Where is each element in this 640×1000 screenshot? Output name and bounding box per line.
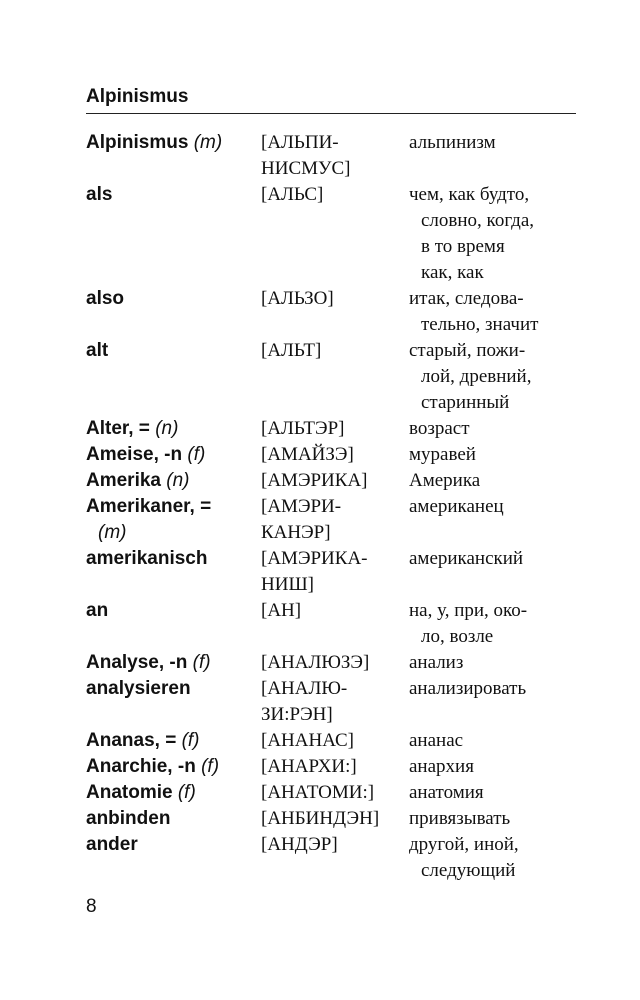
translation-line: словно, когда,: [421, 210, 535, 231]
pronunciation-line: [АНБИНДЭН]: [261, 808, 380, 829]
translation-line: на, у, при, око-: [409, 600, 528, 621]
headword: Alpinismus: [86, 132, 189, 153]
headword: also: [86, 288, 125, 309]
headword: Ameise, -n: [86, 444, 183, 465]
headword: Alter, =: [86, 418, 150, 439]
translation: [409, 728, 586, 754]
headword-cell: [86, 780, 261, 806]
grammar-tag: (f): [192, 652, 211, 673]
translation-line: Америка: [409, 470, 481, 491]
headword-cell: [86, 832, 261, 858]
headword: Analyse, -n: [86, 652, 188, 673]
headword: analysieren: [86, 678, 191, 699]
translation-line: муравей: [409, 444, 476, 465]
translation: [409, 598, 586, 650]
headword-cell: [86, 676, 261, 702]
translation-line: итак, следова-: [409, 288, 524, 309]
dictionary-entry: [86, 130, 586, 182]
headword-cell: [86, 130, 261, 156]
dictionary-entry: [86, 650, 586, 676]
translation: [409, 182, 586, 286]
headword-cell: [86, 650, 261, 676]
pronunciation-line: НИСМУС]: [261, 158, 351, 179]
headword: ander: [86, 834, 138, 855]
headword-cell: [86, 182, 261, 208]
dictionary-entry: [86, 806, 586, 832]
headword: anbinden: [86, 808, 171, 829]
translation: [409, 754, 586, 780]
pronunciation: [261, 130, 409, 182]
pronunciation: [261, 494, 409, 546]
pronunciation: [261, 338, 409, 364]
pronunciation-line: [АЛЬТЭР]: [261, 418, 345, 439]
pronunciation-line: [АНАЛЮЗЭ]: [261, 652, 370, 673]
dictionary-entry: [86, 546, 586, 598]
pronunciation-line: НИШ]: [261, 574, 314, 595]
pronunciation-line: [АЛЬЗО]: [261, 288, 334, 309]
grammar-tag: (f): [201, 756, 220, 777]
pronunciation: [261, 416, 409, 442]
translation-line: тельно, значит: [421, 314, 539, 335]
dictionary-entry: [86, 468, 586, 494]
dictionary-entry: [86, 416, 586, 442]
header-title: Alpinismus: [86, 86, 189, 107]
pronunciation: [261, 728, 409, 754]
headword: Amerika: [86, 470, 161, 491]
pronunciation-line: [АЛЬТ]: [261, 340, 322, 361]
pronunciation-line: [АМЭРИКА]: [261, 470, 368, 491]
headword: Ananas, =: [86, 730, 177, 751]
dictionary-entry: [86, 442, 586, 468]
headword-cell: [86, 286, 261, 312]
grammar-tag: (n): [166, 470, 190, 491]
translation-line: лой, древний,: [421, 366, 532, 387]
headword-cell: [86, 598, 261, 624]
translation: [409, 286, 586, 338]
page-number: 8: [86, 896, 97, 917]
pronunciation-line: [АЛЬПИ-: [261, 132, 339, 153]
pronunciation: [261, 676, 409, 728]
translation: [409, 442, 586, 468]
pronunciation: [261, 182, 409, 208]
translation: [409, 806, 586, 832]
dictionary-entry: [86, 780, 586, 806]
grammar-tag: (m): [98, 522, 127, 543]
translation-line: анализ: [409, 652, 464, 673]
headword: amerikanisch: [86, 548, 208, 569]
headword: als: [86, 184, 113, 205]
pronunciation-line: ЗИ:РЭН]: [261, 704, 333, 725]
translation-line: альпинизм: [409, 132, 496, 153]
headword-cell: [86, 546, 261, 572]
pronunciation-line: [АМЭРИ-: [261, 496, 342, 517]
dictionary-entry: [86, 754, 586, 780]
translation-line: ананас: [409, 730, 464, 751]
grammar-tag: (n): [155, 418, 179, 439]
headword-cell: [86, 806, 261, 832]
pronunciation: [261, 286, 409, 312]
dictionary-entry: [86, 832, 586, 884]
pronunciation-line: [АН]: [261, 600, 302, 621]
grammar-tag: (f): [181, 730, 200, 751]
translation: [409, 416, 586, 442]
pronunciation-line: [АМАЙЗЭ]: [261, 444, 354, 465]
translation-line: анатомия: [409, 782, 484, 803]
pronunciation: [261, 598, 409, 624]
pronunciation-line: [АЛЬС]: [261, 184, 324, 205]
pronunciation-line: [АНАЛЮ-: [261, 678, 348, 699]
translation: [409, 494, 586, 520]
translation: [409, 676, 586, 702]
translation-line: ло, возле: [421, 626, 494, 647]
headword: an: [86, 600, 109, 621]
translation-line: следующий: [421, 860, 516, 881]
dictionary-entry: [86, 598, 586, 650]
headword: Anatomie: [86, 782, 173, 803]
running-header: [86, 86, 576, 114]
translation: [409, 338, 586, 416]
pronunciation-line: [АМЭРИКА-: [261, 548, 368, 569]
translation: [409, 832, 586, 884]
translation-line: анализировать: [409, 678, 527, 699]
headword: Amerikaner, =: [86, 496, 212, 517]
pronunciation-line: [АНДЭР]: [261, 834, 338, 855]
translation-line: старый, пожи-: [409, 340, 526, 361]
headword-cell: [86, 338, 261, 364]
translation-line: в то время: [421, 236, 505, 257]
pronunciation: [261, 468, 409, 494]
translation: [409, 650, 586, 676]
pronunciation: [261, 832, 409, 858]
translation-line: как, как: [421, 262, 484, 283]
headword-cell: [86, 416, 261, 442]
headword-cell: [86, 754, 261, 780]
pronunciation: [261, 442, 409, 468]
translation: [409, 780, 586, 806]
pronunciation: [261, 780, 409, 806]
translation: [409, 468, 586, 494]
dictionary-entry: [86, 494, 586, 546]
headword: alt: [86, 340, 109, 361]
dictionary-entry: [86, 676, 586, 728]
pronunciation: [261, 546, 409, 598]
dictionary-entry: [86, 338, 586, 416]
headword: Anarchie, -n: [86, 756, 196, 777]
dictionary-entry: [86, 728, 586, 754]
translation-line: анархия: [409, 756, 474, 777]
translation-line: привязывать: [409, 808, 511, 829]
grammar-tag: (f): [177, 782, 196, 803]
dictionary-entry: [86, 182, 586, 286]
dictionary-entries: [86, 130, 586, 884]
translation-line: возраст: [409, 418, 470, 439]
translation: [409, 130, 586, 156]
pronunciation-line: [АНАРХИ:]: [261, 756, 357, 777]
translation-line: другой, иной,: [409, 834, 519, 855]
pronunciation: [261, 754, 409, 780]
pronunciation-line: [АНАНАС]: [261, 730, 354, 751]
headword-cell: [86, 494, 261, 546]
grammar-tag: (f): [187, 444, 206, 465]
pronunciation-line: КАНЭР]: [261, 522, 331, 543]
headword-cell: [86, 442, 261, 468]
translation-line: американец: [409, 496, 504, 517]
pronunciation: [261, 650, 409, 676]
translation-line: старинный: [421, 392, 510, 413]
translation-line: американский: [409, 548, 524, 569]
headword-cell: [86, 468, 261, 494]
pronunciation-line: [АНАТОМИ:]: [261, 782, 375, 803]
grammar-tag: (m): [193, 132, 223, 153]
headword-cell: [86, 728, 261, 754]
pronunciation: [261, 806, 409, 832]
translation-line: чем, как будто,: [409, 184, 530, 205]
translation: [409, 546, 586, 572]
dictionary-entry: [86, 286, 586, 338]
